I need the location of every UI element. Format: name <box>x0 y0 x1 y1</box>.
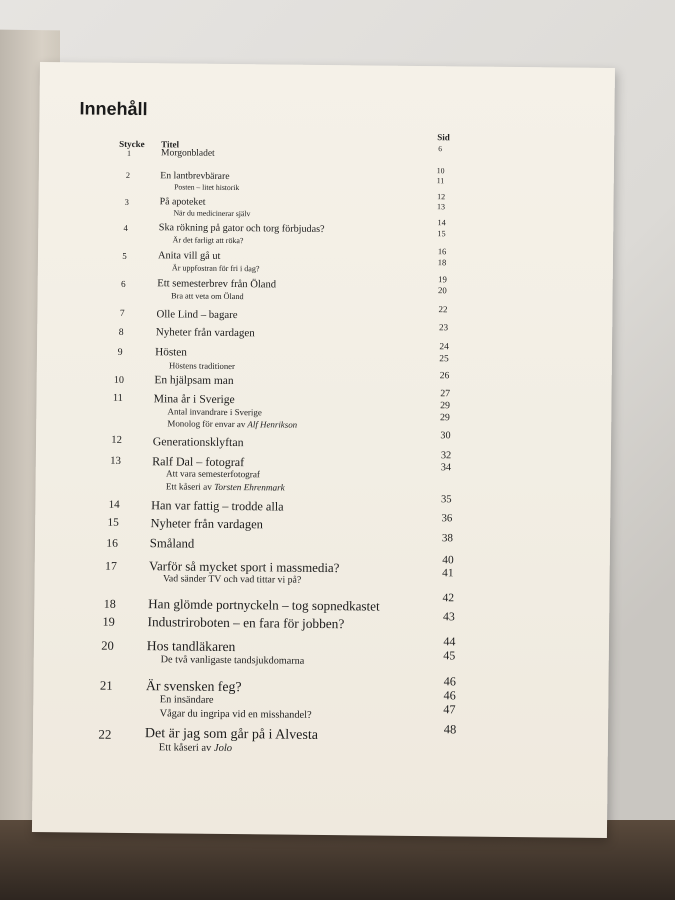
entry-page-number: 35 <box>440 494 452 506</box>
entry-page-number: 14 <box>437 218 446 228</box>
entry-subtitle: De två vanligaste tandsjukdomarna <box>160 653 305 667</box>
entry-author: Torsten Ehrenmark <box>211 481 285 493</box>
entry-subtitle: Är det farligt att röka? <box>172 234 244 245</box>
entry-number: 16 <box>106 536 118 550</box>
entry-number: 7 <box>119 308 125 319</box>
entry-page-number: 13 <box>436 202 446 212</box>
entry-page-number: 20 <box>438 285 447 296</box>
column-header-sid: Sid <box>437 132 450 143</box>
entry-number: 22 <box>98 726 112 742</box>
entry-title: Nyheter från vardagen <box>155 326 255 340</box>
entry-title: Generationsklyftan <box>152 434 244 450</box>
entry-page-number: 11 <box>436 176 445 186</box>
entry-title: Ett semesterbrev från Öland <box>157 278 277 291</box>
entry-page-number: 41 <box>442 567 454 580</box>
entry-page-number: 19 <box>438 274 447 285</box>
entry-title: På apoteket <box>159 196 206 208</box>
entry-title: Morgonbladet <box>160 148 215 159</box>
entry-page-number: 38 <box>441 532 454 545</box>
column-header-stycke: Stycke <box>119 138 145 150</box>
entry-page-number: 25 <box>439 353 449 364</box>
entry-page-number: 24 <box>439 342 449 353</box>
entry-number: 1 <box>127 148 132 158</box>
entry-page-number: 18 <box>437 256 447 268</box>
entry-title: Industriroboten – en fara för jobben? <box>147 614 345 632</box>
entry-title: Mina år i Sverige <box>153 392 235 407</box>
entry-page-number: 27 <box>440 388 451 400</box>
entry-subtitle: Monolog för envar av Alf Henrikson <box>167 418 298 430</box>
entry-page-number: 15 <box>437 228 446 238</box>
entry-page-number: 6 <box>438 144 443 154</box>
entry-page-number: 16 <box>437 246 447 257</box>
entry-page-number: 48 <box>443 722 457 737</box>
entry-number: 20 <box>101 638 114 653</box>
entry-page-number: 47 <box>443 701 456 716</box>
entry-number: 18 <box>103 596 116 611</box>
entry-page-number: 10 <box>436 166 445 176</box>
entry-number: 12 <box>111 434 122 446</box>
entry-page-number: 45 <box>443 647 456 662</box>
entry-title: Ska rökning på gator och torg förbjudas? <box>158 222 325 235</box>
entry-page-number: 40 <box>442 554 454 567</box>
entry-page-number: 12 <box>437 192 446 202</box>
entry-number: 19 <box>102 614 115 629</box>
entry-number: 3 <box>124 196 129 207</box>
entry-page-number: 46 <box>443 674 456 689</box>
entry-title: Varför så mycket sport i massmedia? <box>149 558 340 576</box>
entry-subtitle: Är uppfostran för fri i dag? <box>171 263 260 274</box>
entry-subtitle: Posten – litet historik <box>174 182 240 193</box>
entry-page-number: 26 <box>439 370 450 382</box>
entry-number: 21 <box>99 678 113 693</box>
entry-subtitle: Att vara semesterfotograf <box>165 468 261 480</box>
entry-subtitle: En insändare <box>159 694 214 706</box>
entry-title: Han glömde portnyckeln – tog sopnedkastet <box>148 596 380 614</box>
entry-number: 11 <box>112 392 123 404</box>
entry-number: 9 <box>117 346 123 358</box>
entry-subtitle: När du medicinerar själv <box>173 208 251 219</box>
entry-subtitle: Vad sänder TV och vad tittar vi på? <box>162 573 302 586</box>
entry-number: 5 <box>122 250 127 261</box>
entry-number: 15 <box>107 516 119 529</box>
entry-title: Ralf Dal – fotograf <box>152 454 245 470</box>
entry-title: Hösten <box>155 346 187 359</box>
entry-page-number: 34 <box>440 462 452 474</box>
entry-title: Hos tandläkaren <box>146 638 236 655</box>
entry-number: 10 <box>113 374 125 386</box>
entry-page-number: 43 <box>442 610 455 624</box>
entry-subtitle: Vågar du ingripa vid en misshandel? <box>159 707 312 721</box>
entry-subtitle: Ett kåseri av Jolo <box>158 742 233 755</box>
book-page <box>32 62 615 838</box>
entry-number: 4 <box>123 222 128 233</box>
entry-number: 14 <box>108 498 120 511</box>
entry-title: Är svensken feg? <box>145 678 242 695</box>
entry-subtitle: Höstens traditioner <box>168 359 235 371</box>
entry-author: Alf Henrikson <box>245 418 298 430</box>
entry-page-number: 30 <box>440 430 451 442</box>
entry-page-number: 32 <box>440 450 452 462</box>
entry-subtitle: Ett kåseri av Torsten Ehrenmark <box>165 480 285 493</box>
entry-page-number: 46 <box>443 688 456 703</box>
entry-page-number: 44 <box>443 634 456 649</box>
entry-subtitle: Bra att veta om Öland <box>171 291 244 302</box>
entry-number: 2 <box>125 170 131 180</box>
entry-title: En lantbrevbärare <box>160 170 230 182</box>
entry-page-number: 42 <box>442 592 455 605</box>
entry-title: Anita vill gå ut <box>158 250 221 262</box>
entry-title: Nyheter från vardagen <box>150 516 264 532</box>
entry-title: Han var fattig – trodde alla <box>151 498 284 514</box>
entry-number: 6 <box>121 278 126 289</box>
entry-page-number: 22 <box>438 304 448 315</box>
entry-page-number: 29 <box>439 412 450 424</box>
column-header-titel: Titel <box>161 139 180 150</box>
entry-title: En hjälpsam man <box>154 374 234 388</box>
entry-page-number: 29 <box>440 400 451 412</box>
page-heading: Innehåll <box>79 98 148 120</box>
entry-subtitle: Antal invandrare i Sverige <box>167 406 262 418</box>
entry-author: Jolo <box>211 742 233 755</box>
entry-page-number: 23 <box>438 322 449 333</box>
entry-page-number: 36 <box>441 512 453 525</box>
entry-number: 13 <box>110 454 122 467</box>
entry-title: Det är jag som går på i Alvesta <box>144 726 319 743</box>
entry-number: 17 <box>105 558 117 573</box>
entry-title: Olle Lind – bagare <box>156 308 238 322</box>
entry-number: 8 <box>118 326 124 338</box>
entry-title: Småland <box>149 536 195 551</box>
